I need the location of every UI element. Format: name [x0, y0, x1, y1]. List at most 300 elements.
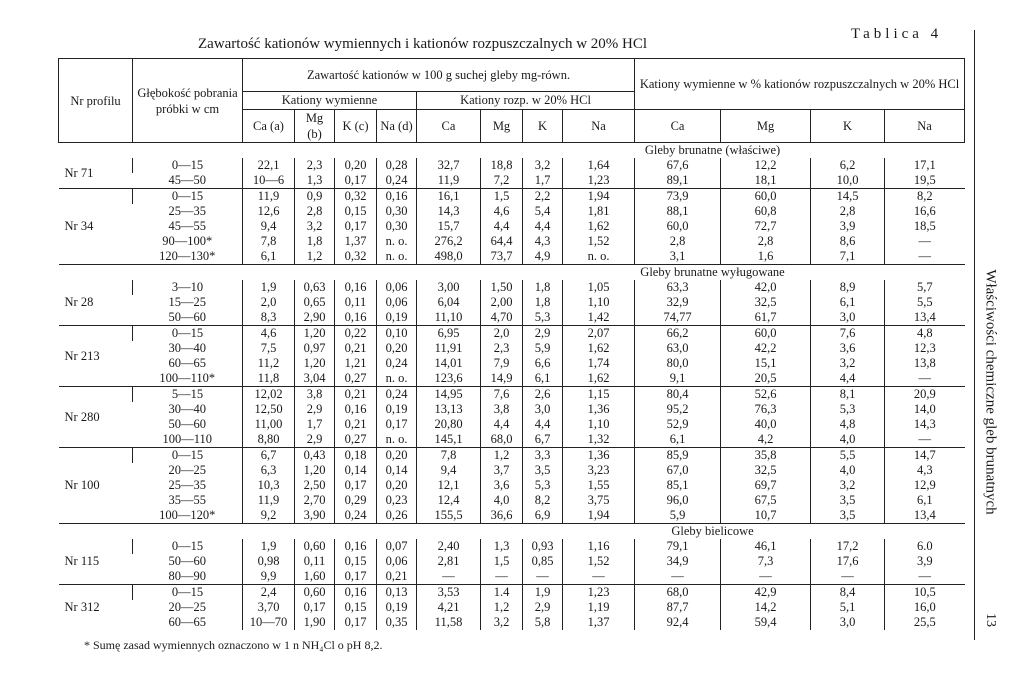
value-cell: 145,1 [417, 432, 481, 448]
value-cell: 1,9 [523, 585, 563, 601]
value-cell: 3,0 [811, 310, 885, 326]
table-row [59, 554, 965, 569]
header-na-d: Na (d) [377, 110, 417, 143]
value-cell: 0,16 [335, 310, 377, 326]
value-cell: 5,1 [811, 600, 885, 615]
value-cell: 5,3 [523, 478, 563, 493]
value-cell: 1,7 [295, 417, 335, 432]
value-cell: 12,9 [885, 478, 965, 493]
section-spacer [59, 265, 133, 281]
value-cell: 6,9 [523, 508, 563, 524]
value-cell: 3,1 [635, 249, 721, 265]
table-row [59, 463, 965, 478]
value-cell: 1,23 [563, 173, 635, 189]
value-cell: 1,55 [563, 478, 635, 493]
value-cell: 64,4 [481, 234, 523, 249]
table-row [59, 539, 965, 554]
value-cell: 3,6 [481, 478, 523, 493]
value-cell: 0,65 [295, 295, 335, 310]
value-cell: 1,16 [563, 539, 635, 554]
value-cell: 40,0 [721, 417, 811, 432]
value-cell: 17,2 [811, 539, 885, 554]
value-cell: 68,0 [635, 585, 721, 601]
profile-cell: Nr 312 [59, 585, 133, 631]
depth-cell: 0—15 [133, 158, 243, 173]
value-cell: 1,37 [563, 615, 635, 630]
value-cell: 0,19 [377, 402, 417, 417]
value-cell: 2,8 [295, 204, 335, 219]
value-cell: 7,2 [481, 173, 523, 189]
section-label: Gleby brunatne wyługowane [133, 265, 965, 281]
value-cell: 2,00 [481, 295, 523, 310]
value-cell: 0,19 [377, 310, 417, 326]
table-row [59, 280, 965, 295]
value-cell: 0,32 [335, 249, 377, 265]
value-cell: 95,2 [635, 402, 721, 417]
value-cell: 0,22 [335, 326, 377, 342]
table-row [59, 387, 965, 403]
section-row [59, 143, 965, 159]
value-cell: 80,0 [635, 356, 721, 371]
table-row [59, 234, 965, 249]
value-cell: 88,1 [635, 204, 721, 219]
value-cell: 1,5 [481, 554, 523, 569]
value-cell: 3,5 [523, 463, 563, 478]
value-cell: 0,21 [335, 417, 377, 432]
value-cell: 73,7 [481, 249, 523, 265]
value-cell: 89,1 [635, 173, 721, 189]
value-cell: 13,13 [417, 402, 481, 417]
value-cell: 0,16 [335, 402, 377, 417]
value-cell: 0,11 [295, 554, 335, 569]
value-cell: 8,3 [243, 310, 295, 326]
value-cell: 15,7 [417, 219, 481, 234]
table-row [59, 402, 965, 417]
value-cell: 60,8 [721, 204, 811, 219]
header-wymienne-group: Kationy wymienne [243, 92, 417, 110]
header-rozp-mg: Mg [481, 110, 523, 143]
value-cell: 6,1 [811, 295, 885, 310]
value-cell: 2,0 [243, 295, 295, 310]
value-cell: 2,8 [811, 204, 885, 219]
value-cell: 0,06 [377, 295, 417, 310]
value-cell: 1,62 [563, 371, 635, 387]
value-cell: 3,9 [885, 554, 965, 569]
value-cell: 0,30 [377, 219, 417, 234]
value-cell: 8,9 [811, 280, 885, 295]
value-cell: 1,19 [563, 600, 635, 615]
depth-cell: 3—10 [133, 280, 243, 295]
value-cell: 0,16 [335, 280, 377, 295]
profile-cell: Nr 71 [64, 165, 94, 180]
value-cell: 3,90 [295, 508, 335, 524]
value-cell: 5,5 [885, 295, 965, 310]
value-cell: 1,52 [563, 554, 635, 569]
value-cell: 498,0 [417, 249, 481, 265]
value-cell: 3,3 [523, 448, 563, 464]
depth-cell: 50—60 [168, 310, 206, 324]
page-number: 13 [983, 613, 998, 627]
value-cell: 42,9 [721, 585, 811, 601]
value-cell: n. o. [377, 371, 417, 387]
value-cell: 11,9 [417, 173, 481, 189]
value-cell: 72,7 [721, 219, 811, 234]
value-cell: 0,14 [377, 463, 417, 478]
value-cell: — [417, 569, 481, 585]
value-cell: 2,9 [295, 402, 335, 417]
value-cell: 18,8 [481, 158, 523, 173]
value-cell: 0,27 [335, 432, 377, 448]
value-cell: 85,9 [635, 448, 721, 464]
value-cell: 6,7 [523, 432, 563, 448]
value-cell: 14,7 [885, 448, 965, 464]
value-cell: 0,11 [335, 295, 377, 310]
value-cell: 6,1 [635, 432, 721, 448]
value-cell: 5,7 [885, 280, 965, 295]
value-cell: 4,3 [523, 234, 563, 249]
value-cell: — [885, 371, 965, 387]
table-row [59, 341, 965, 356]
table-row [59, 600, 965, 615]
value-cell: 2,6 [523, 387, 563, 403]
value-cell: 276,2 [417, 234, 481, 249]
value-cell: 9,9 [243, 569, 295, 585]
value-cell: 3,2 [295, 219, 335, 234]
value-cell: 12,2 [721, 158, 811, 173]
table-row [59, 493, 965, 508]
value-cell: 32,5 [721, 295, 811, 310]
value-cell: 14,01 [417, 356, 481, 371]
profile-cell: Nr 34 [59, 189, 133, 265]
value-cell: 8,2 [885, 189, 965, 205]
value-cell: 0,21 [377, 569, 417, 585]
value-cell: 0,17 [335, 569, 377, 585]
value-cell: 6,1 [523, 371, 563, 387]
value-cell: 0,24 [377, 387, 417, 403]
value-cell: 10,3 [243, 478, 295, 493]
value-cell: 0,10 [377, 326, 417, 342]
value-cell: 18,5 [885, 219, 965, 234]
value-cell: 1,62 [563, 219, 635, 234]
value-cell: 73,9 [635, 189, 721, 205]
value-cell: 1,23 [563, 585, 635, 601]
value-cell: 42,2 [721, 341, 811, 356]
value-cell: 155,5 [417, 508, 481, 524]
value-cell: n. o. [377, 249, 417, 265]
value-cell: 79,1 [635, 539, 721, 554]
value-cell: 0,28 [377, 158, 417, 173]
header-k-c: K (c) [335, 110, 377, 143]
table-row [59, 417, 965, 432]
value-cell: 68,0 [481, 432, 523, 448]
table-row [59, 448, 965, 464]
table-row [59, 508, 965, 524]
value-cell: 7,9 [481, 356, 523, 371]
value-cell: 3,23 [563, 463, 635, 478]
value-cell: 1,42 [563, 310, 635, 326]
value-cell: 20,9 [885, 387, 965, 403]
value-cell: 2,9 [523, 326, 563, 342]
profile-cell: Nr 100 [59, 448, 133, 524]
value-cell: 1,20 [295, 326, 335, 342]
value-cell: 1,9 [243, 280, 295, 295]
value-cell: 0,9 [295, 189, 335, 205]
value-cell: 0,20 [335, 158, 377, 173]
running-chapter-title: Właściwości chemiczne gleb brunatnych [982, 269, 999, 515]
profile-cell: Nr 213 [59, 326, 133, 387]
section-spacer [59, 524, 133, 540]
value-cell: 1,2 [481, 448, 523, 464]
value-cell: 32,9 [635, 295, 721, 310]
value-cell: 1,52 [563, 234, 635, 249]
value-cell: 6,1 [885, 493, 965, 508]
value-cell: 0,93 [523, 539, 563, 554]
value-cell: 1,64 [563, 158, 635, 173]
value-cell: 3,5 [811, 508, 885, 524]
header-glebokosc: Głębokość pobrania próbki w cm [133, 59, 243, 143]
value-cell: n. o. [377, 432, 417, 448]
value-cell: 0,43 [295, 448, 335, 464]
profile-cell: Nr 280 [59, 387, 133, 448]
value-cell: 4,9 [523, 249, 563, 265]
table-header [59, 59, 965, 143]
header-pct-na: Na [885, 110, 965, 143]
table-row [59, 326, 965, 342]
depth-cell: 50—60 [168, 417, 206, 431]
header-pct-k: K [811, 110, 885, 143]
value-cell: 0,15 [335, 554, 377, 569]
value-cell: 0,21 [335, 341, 377, 356]
table-row [59, 371, 965, 387]
value-cell: 0,27 [335, 371, 377, 387]
value-cell: 2,0 [481, 326, 523, 342]
table-row [59, 432, 965, 448]
value-cell: 4,3 [885, 463, 965, 478]
header-procent-group: Kationy wymienne w % kationów rozpuszczalnych w 20% HCl [635, 59, 965, 110]
depth-cell: 50—60 [168, 554, 206, 568]
value-cell: 96,0 [635, 493, 721, 508]
value-cell: 34,9 [635, 554, 721, 569]
value-cell: 1,6 [721, 249, 811, 265]
value-cell: 4,4 [523, 417, 563, 432]
value-cell: 0,06 [377, 554, 417, 569]
value-cell: 1.4 [481, 585, 523, 601]
value-cell: 14,9 [481, 371, 523, 387]
depth-cell: 0—15 [133, 539, 243, 554]
value-cell: 0,16 [335, 539, 377, 554]
value-cell: 12,1 [417, 478, 481, 493]
value-cell: 1,10 [563, 417, 635, 432]
section-spacer [59, 143, 133, 159]
value-cell: 1,2 [481, 600, 523, 615]
value-cell: 14,95 [417, 387, 481, 403]
value-cell: 2,4 [243, 585, 295, 601]
table-row [59, 295, 965, 310]
value-cell: 8,1 [811, 387, 885, 403]
value-cell: 4,0 [481, 493, 523, 508]
value-cell: 63,0 [635, 341, 721, 356]
value-cell: 4,6 [243, 326, 295, 342]
value-cell: 46,1 [721, 539, 811, 554]
value-cell: 9,2 [243, 508, 295, 524]
value-cell: 0,15 [335, 600, 377, 615]
value-cell: 1,60 [295, 569, 335, 585]
value-cell: 14,3 [885, 417, 965, 432]
value-cell: 63,3 [635, 280, 721, 295]
value-cell: 6,3 [243, 463, 295, 478]
value-cell: 0,32 [335, 189, 377, 205]
value-cell: 3,70 [243, 600, 295, 615]
table-row [59, 478, 965, 493]
value-cell: 20,5 [721, 371, 811, 387]
value-cell: 32,7 [417, 158, 481, 173]
table-row [59, 310, 965, 326]
value-cell: 0,19 [377, 600, 417, 615]
depth-cell: 20—25 [168, 463, 206, 477]
depth-cell: 15—25 [168, 295, 206, 309]
value-cell: 4,4 [523, 219, 563, 234]
value-cell: — [481, 569, 523, 585]
value-cell: 87,7 [635, 600, 721, 615]
value-cell: 4,0 [811, 432, 885, 448]
depth-cell: 60—65 [168, 356, 206, 370]
value-cell: n. o. [563, 249, 635, 265]
value-cell: 1,36 [563, 448, 635, 464]
depth-cell: 100—120* [159, 508, 216, 522]
header-mg-b: Mg (b) [295, 110, 335, 143]
value-cell: 10—6 [243, 173, 295, 189]
value-cell: — [885, 432, 965, 448]
value-cell: 0,85 [523, 554, 563, 569]
value-cell: 0,29 [335, 493, 377, 508]
value-cell: 8,6 [811, 234, 885, 249]
header-pct-mg: Mg [721, 110, 811, 143]
value-cell: 1,8 [523, 280, 563, 295]
value-cell: 6,04 [417, 295, 481, 310]
value-cell: 11,91 [417, 341, 481, 356]
value-cell: 0,20 [377, 341, 417, 356]
value-cell: 5,8 [523, 615, 563, 630]
value-cell: 3,2 [481, 615, 523, 630]
value-cell: 1,81 [563, 204, 635, 219]
value-cell: 10,0 [811, 173, 885, 189]
value-cell: 2,3 [481, 341, 523, 356]
depth-cell: 5—15 [133, 387, 243, 403]
value-cell: 1,7 [523, 173, 563, 189]
value-cell: 1,3 [481, 539, 523, 554]
table-row [59, 158, 965, 173]
value-cell: 20,80 [417, 417, 481, 432]
value-cell: 16,6 [885, 204, 965, 219]
value-cell: 1,8 [295, 234, 335, 249]
value-cell: 0,15 [335, 204, 377, 219]
value-cell: 3,75 [563, 493, 635, 508]
depth-cell: 45—50 [168, 173, 206, 187]
value-cell: 18,1 [721, 173, 811, 189]
value-cell: 32,5 [721, 463, 811, 478]
header-ca-a: Ca (a) [243, 110, 295, 143]
value-cell: 61,7 [721, 310, 811, 326]
header-rozp-group: Kationy rozp. w 20% HCl [417, 92, 635, 110]
value-cell: 1,37 [335, 234, 377, 249]
depth-cell: 45—55 [168, 219, 206, 233]
value-cell: 17,6 [811, 554, 885, 569]
value-cell: 1,21 [335, 356, 377, 371]
value-cell: 1,3 [295, 173, 335, 189]
value-cell: 5,3 [523, 310, 563, 326]
profile-cell: Nr 28 [64, 295, 94, 309]
header-rozp-na: Na [563, 110, 635, 143]
value-cell: 0,24 [335, 508, 377, 524]
value-cell: 13,4 [885, 310, 965, 326]
value-cell: 3,2 [811, 478, 885, 493]
value-cell: 6,2 [811, 158, 885, 173]
value-cell: 1,74 [563, 356, 635, 371]
value-cell: 3,6 [811, 341, 885, 356]
value-cell: 123,6 [417, 371, 481, 387]
depth-cell: 20—25 [168, 600, 206, 614]
value-cell: 3,53 [417, 585, 481, 601]
section-label: Gleby brunatne (właściwe) [133, 143, 965, 159]
value-cell: 67,6 [635, 158, 721, 173]
value-cell: 52,9 [635, 417, 721, 432]
value-cell: 7,8 [243, 234, 295, 249]
depth-cell: 100—110 [162, 432, 213, 446]
value-cell: 66,2 [635, 326, 721, 342]
value-cell: 11,9 [243, 189, 295, 205]
value-cell: 14,0 [885, 402, 965, 417]
value-cell: 4,70 [481, 310, 523, 326]
value-cell: 1,15 [563, 387, 635, 403]
value-cell: — [885, 569, 965, 585]
value-cell: 0,30 [377, 204, 417, 219]
value-cell: 1,8 [523, 295, 563, 310]
depth-cell: 35—55 [168, 493, 206, 507]
value-cell: 10,7 [721, 508, 811, 524]
value-cell: 4,4 [811, 371, 885, 387]
value-cell: 1,20 [295, 463, 335, 478]
value-cell: 0,14 [335, 463, 377, 478]
header-zawartosc-group: Zawartość kationów w 100 g suchej gleby mg-równ. [243, 59, 635, 92]
value-cell: 13,8 [885, 356, 965, 371]
header-rozp-ca: Ca [417, 110, 481, 143]
value-cell: 11,00 [243, 417, 295, 432]
value-cell: 1,9 [243, 539, 295, 554]
value-cell: 11,9 [243, 493, 295, 508]
table-row [59, 585, 965, 601]
value-cell: 0,17 [335, 173, 377, 189]
value-cell: 9,4 [417, 463, 481, 478]
depth-cell: 30—40 [168, 402, 206, 416]
value-cell: 35,8 [721, 448, 811, 464]
value-cell: 7,6 [481, 387, 523, 403]
value-cell: 3,00 [417, 280, 481, 295]
value-cell: 74,77 [635, 310, 721, 326]
value-cell: 5,3 [811, 402, 885, 417]
header-nr-profilu: Nr profilu [59, 59, 133, 143]
value-cell: — [563, 569, 635, 585]
value-cell: 59,4 [721, 615, 811, 630]
value-cell: 2,2 [523, 189, 563, 205]
section-row [59, 524, 965, 540]
value-cell: 92,4 [635, 615, 721, 630]
depth-cell: 60—65 [168, 615, 206, 629]
value-cell: 0,17 [335, 478, 377, 493]
depth-cell: 0—15 [133, 189, 243, 205]
value-cell: 0,97 [295, 341, 335, 356]
table-row [59, 356, 965, 371]
value-cell: 3,2 [811, 356, 885, 371]
